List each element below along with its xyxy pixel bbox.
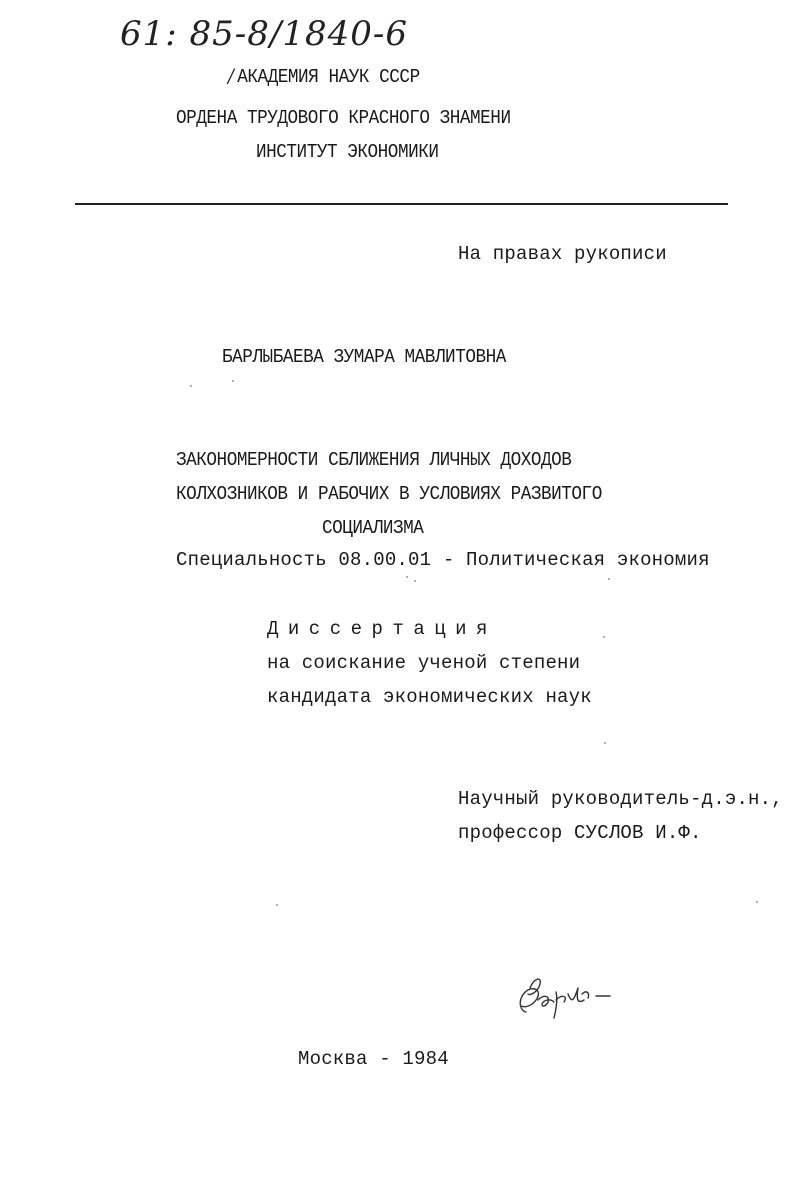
supervisor-line-1: Научный руководитель-д.э.н., bbox=[458, 788, 783, 810]
slash-mark: / bbox=[228, 65, 234, 87]
header-academy bbox=[228, 64, 420, 89]
speck bbox=[756, 901, 758, 903]
header-divider bbox=[75, 203, 728, 205]
speck bbox=[406, 576, 408, 578]
speck bbox=[276, 904, 278, 906]
speck bbox=[608, 578, 610, 580]
title-line-2: КОЛХОЗНИКОВ И РАБОЧИХ В УСЛОВИЯХ РАЗВИТОГО bbox=[176, 483, 602, 505]
speck bbox=[604, 742, 606, 744]
speck bbox=[414, 580, 416, 582]
academy-text: АКАДЕМИЯ НАУК СССР bbox=[237, 66, 420, 88]
city-year: Москва - 1984 bbox=[298, 1048, 449, 1070]
dissertation-label: Диссертация bbox=[267, 618, 497, 640]
header-order: ОРДЕНА ТРУДОВОГО КРАСНОГО ЗНАМЕНИ bbox=[176, 107, 511, 129]
archive-number: 61: 85-8/1840-6 bbox=[120, 14, 409, 54]
author-signature bbox=[512, 970, 627, 1028]
manuscript-rights: На правах рукописи bbox=[458, 243, 667, 265]
dissertation-degree-line: на соискание ученой степени bbox=[267, 652, 581, 674]
author-name: БАРЛЫБАЕВА ЗУМАРА МАВЛИТОВНА bbox=[222, 346, 506, 368]
speck bbox=[190, 385, 192, 387]
header-institute: ИНСТИТУТ ЭКОНОМИКИ bbox=[256, 141, 439, 163]
supervisor-line-2: профессор СУСЛОВ И.Ф. bbox=[458, 822, 702, 844]
specialty: Специальность 08.00.01 - Политическая экономия bbox=[176, 549, 710, 571]
speck bbox=[603, 636, 605, 638]
speck bbox=[232, 380, 234, 382]
title-line-3: СОЦИАЛИЗМА bbox=[322, 517, 424, 539]
signature-text: Барл- bbox=[512, 970, 516, 971]
dissertation-field-line: кандидата экономических наук bbox=[267, 686, 592, 708]
title-line-1: ЗАКОНОМЕРНОСТИ СБЛИЖЕНИЯ ЛИЧНЫХ ДОХОДОВ bbox=[176, 449, 572, 471]
